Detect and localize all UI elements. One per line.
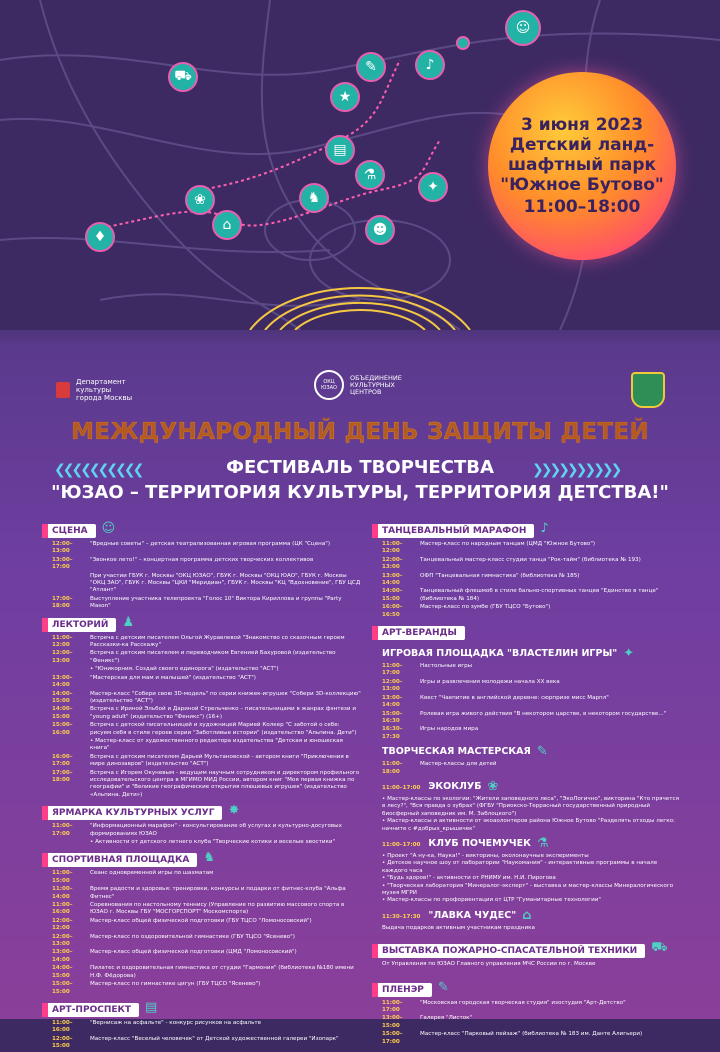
- map-marker-palette[interactable]: ✎: [356, 52, 386, 82]
- subsection-eco: 11:00–17:00 ЭКОКЛУБ ❀: [382, 778, 499, 794]
- schedule-row: [382, 663, 682, 678]
- schedule-row: [52, 635, 362, 650]
- section-plein: ПЛЕНЭР: [378, 983, 432, 997]
- row-text: Мастер-класс по зумбе (ГБУ ТЦСО "Бутово"): [420, 604, 551, 611]
- row-time: 11:00–15:00: [52, 870, 73, 884]
- event-place-line-1: Детский ланд-: [509, 135, 655, 155]
- map-marker-game[interactable]: ✦: [418, 172, 448, 202]
- flask-icon: ⚗: [536, 835, 549, 851]
- gift-icon: ⌂: [522, 907, 532, 923]
- row-text: Мастер-класс общей физической подготовки (ГБУ ТЦСО "Ломоносовский"): [90, 917, 312, 924]
- section-scene: СЦЕНА: [48, 524, 96, 538]
- dept-line-1: Департамент: [76, 378, 126, 386]
- schedule-row: [52, 870, 362, 885]
- row-time: 14:00–15:00: [382, 588, 403, 602]
- schedule-row: [382, 761, 682, 776]
- row-text: Галерея "Листок": [420, 1015, 473, 1022]
- row-text: Мастер-класс "Парковый пейзаж" (библиотека № 183 им. Данте Алигьери): [420, 1031, 643, 1038]
- row-time: 12:00–13:00: [52, 650, 73, 664]
- schedule-row: [52, 738, 362, 753]
- schedule-row: [52, 557, 362, 572]
- row-text: Встреча с детским писателем Дарьей Мультановской - автором книги "Приключения в мире динозавров" (издательство "АСТ"): [90, 753, 349, 768]
- right-column: [382, 518, 682, 1047]
- schedule-row: [52, 770, 362, 800]
- row-time: [52, 666, 90, 673]
- section-fire: ВЫСТАВКА ПОЖАРНО-СПАСАТЕЛЬНОЙ ТЕХНИКИ: [378, 944, 645, 958]
- row-time: 13:00–14:00: [382, 694, 403, 709]
- schedule-row: [52, 886, 362, 901]
- row-time: [52, 573, 90, 595]
- easel-icon: ▤: [145, 999, 158, 1015]
- event-date: 3 июня 2023: [520, 115, 644, 135]
- row-time: 16:00–16:50: [382, 604, 403, 618]
- row-text: Игры и развлечения молодежи начала ХХ века: [420, 678, 560, 685]
- schedule-row: [52, 722, 362, 737]
- schedule-row: [52, 965, 362, 980]
- row-text: "Звонкое лето!" – концертная программа детских творческих коллективов: [90, 556, 314, 563]
- row-text: Пилатес и оздоровительная гимнастика от студии "Гармония" (библиотека №180 имени Н.Ф. Фёдорова): [90, 965, 354, 979]
- event-place-line-3: "Южное Бутово": [500, 175, 664, 195]
- section-sport: СПОРТИВНАЯ ПЛОЩАДКА: [48, 853, 197, 867]
- schedule-row: [52, 650, 362, 665]
- okc-line-1: ОБЪЕДИНЕНИЕ: [350, 373, 402, 382]
- schedule-row: [382, 588, 682, 603]
- lecturer-icon: ♟: [122, 614, 135, 630]
- row-time: 13:00–17:00: [52, 556, 73, 571]
- map-marker-leaf[interactable]: ❀: [185, 185, 215, 215]
- row-text: Ролевая игра живого действия "В некотором царстве, в некотором государстве...": [420, 710, 667, 717]
- row-text: Встреча с детской писательницей и художницей Марией Колкер "С заботой о себе: рисуем себя в стиле героев серии "Заботливые истории" (издательство "Альпина. Дети"): [90, 722, 357, 736]
- row-time: 12:00–13:00: [52, 933, 73, 948]
- row-text: Сеанс одновременной игры по шахматам: [90, 870, 214, 877]
- schedule-row: [382, 726, 682, 741]
- schedule-row: [52, 541, 362, 556]
- map-marker-theater[interactable]: ☻: [365, 215, 395, 245]
- row-text: Игры народов мира: [420, 726, 479, 733]
- schedule-row: [382, 695, 682, 710]
- schedule-row: [52, 902, 362, 917]
- schedule-row: [52, 1020, 362, 1035]
- map-marker-chess[interactable]: ♞: [299, 183, 329, 213]
- okc-logo: [314, 370, 402, 400]
- row-text: При участии ГБУК г. Москвы "ОКЦ ЮЗАО", ГБУК г. Москвы "ОКЦ ЮАО", ГБУК г. Москвы "ОКЦ ЗАО", ГБУК г. Москвы "ЦКИ "Меридиан", ГБУК г. Москвы "КЦ "Вдохновение", ГБУ ЦСД "Атлант": [90, 572, 361, 594]
- row-time: 14:00–15:00: [52, 965, 73, 979]
- schedule-row: [382, 557, 682, 572]
- dept-line-2: культуры: [76, 386, 112, 394]
- fire-text: От Управления по ЮЗАО Главного управления МЧС России по г. Москве: [382, 961, 596, 968]
- row-text: • Мастер-класс от художественного редактора издательства "Детская и юношеская книга": [90, 737, 343, 752]
- row-text: "Вредные советы" – детская театрализованная игровая программа (ЦК "Сцена"): [90, 541, 331, 547]
- schedule-row: [382, 541, 682, 556]
- row-time: 13:00–14:00: [52, 674, 73, 689]
- row-time: 15:00–16:30: [382, 710, 403, 724]
- row-text: Мастер-класс общей физической подготовки (ЦМД "Ломоносовский"): [90, 949, 297, 956]
- subsection-workshop: ТВОРЧЕСКАЯ МАСТЕРСКАЯ ✎: [382, 744, 548, 760]
- row-time: 12:00–13:00: [382, 556, 403, 571]
- map-marker-book[interactable]: [456, 36, 470, 50]
- schedule-row: [52, 918, 362, 933]
- artist-palette-icon: ✎: [437, 979, 449, 995]
- okc-line-2: КУЛЬТУРНЫХ: [350, 380, 395, 389]
- bullet-item: • Мастер-классы и активности от экоаолонтеров района Южное Бутово "Разделять отходы легко: начните с #добрых_крышечек": [382, 818, 675, 832]
- row-time: 16:30–17:30: [382, 726, 403, 740]
- game-icon: ✦: [623, 646, 635, 662]
- row-time: 15:00–15:00: [52, 981, 73, 995]
- miracles-text: Выдача подарков активным участникам праздника: [382, 924, 535, 931]
- schedule-row: [52, 949, 362, 964]
- event-place-line-2: шафтный парк: [507, 155, 657, 175]
- map-marker-masks[interactable]: ☺: [505, 10, 541, 46]
- palette-icon: ✎: [536, 744, 548, 760]
- row-time: 12:00–13:00: [382, 678, 403, 693]
- row-time: 11:00–16:00: [52, 902, 73, 916]
- map-marker-gift[interactable]: ⌂: [212, 210, 242, 240]
- schedule-row: [382, 573, 682, 588]
- row-text: ОФП "Танцевальная гимнастика" (библиотека № 185): [420, 572, 580, 579]
- subsection-miracles: 11:30–17:30 "ЛАВКА ЧУДЕС" ⌂: [382, 907, 532, 923]
- event-time: 11:00–18:00: [523, 197, 641, 217]
- leaf-icon: ❀: [487, 778, 499, 794]
- bullet-item: • Проект "А ну-ка, Наука!" - викторины, околонаучные эксперименты: [382, 852, 589, 859]
- schedule-row: [52, 839, 362, 846]
- row-text: "Информационный марафон" - консультирование об услугах и культурно-досуговых формированиях ЮЗАО: [90, 823, 342, 837]
- schedule-row: [52, 823, 362, 838]
- okc-ring-icon: ОКЦ ЮЗАО: [314, 370, 344, 400]
- dancer-icon: ♪: [540, 521, 549, 536]
- row-time: 15:00–17:00: [382, 1031, 403, 1045]
- schedule-row: [52, 675, 362, 690]
- row-text: Выступление участника телепроекта "Голос 10" Виктора Кириллова и группы "Party Mason": [90, 595, 342, 610]
- festival-title: ФЕСТИВАЛЬ ТВОРЧЕСТВА: [226, 457, 494, 478]
- schedule-row: [382, 1015, 682, 1030]
- row-text: Мастер-класс "Веселый человечек" от Детской художественной галереи "Изопарк": [90, 1035, 339, 1042]
- row-text: • Активности от детского летнего клуба "Творческие котики и веселые хвостики": [90, 839, 336, 845]
- schedule-row: [52, 691, 362, 706]
- row-text: Соревнования по настольному теннису (Управление по развитию массового спорта в ЮЗАО г. Москвы ГБУ "МОСГОРСПОРТ" Москомспорта): [90, 902, 345, 916]
- section-fair: ЯРМАРКА КУЛЬТУРНЫХ УСЛУГ: [48, 806, 222, 820]
- schedule-row: [52, 981, 362, 996]
- row-time: 13:00–15:00: [382, 1015, 403, 1029]
- left-column: [52, 518, 362, 1052]
- row-text: Танцевальный мастер-класс студии танца "Рок-тайм" (библиотека № 193): [420, 556, 641, 563]
- row-time: 13:00–14:00: [382, 572, 403, 587]
- fair-icon: ✸: [228, 803, 240, 819]
- row-time: 16:00–17:00: [52, 753, 73, 768]
- theater-masks-icon: ☺: [101, 521, 116, 536]
- chess-icon: ♞: [203, 850, 216, 866]
- schedule-row: [52, 1036, 362, 1051]
- row-text: Мастер-классы для детей: [420, 761, 497, 768]
- district-coat-of-arms-icon: [631, 372, 665, 408]
- row-time: 17:00–18:00: [52, 769, 73, 783]
- row-time: 13:00–14:00: [52, 949, 73, 963]
- row-text: Встреча с детским писателем и переводчиком Евгенией Бахуровой (издательство "Феникс"): [90, 650, 336, 664]
- map-marker-science[interactable]: ⚗: [355, 160, 385, 190]
- row-time: 12:00–12:00: [52, 917, 73, 932]
- row-text: Танцевальный флешмоб в стиле бально-спортивных танцев "Единство в танце" (библиотека № 184): [420, 588, 659, 602]
- bullet-item: • "Творческая лаборатория "Минералог-эксперт" - выставка и мастер-классы Минералогического музея МГРИ: [382, 882, 674, 896]
- dept-line-3: города Москвы: [76, 394, 133, 402]
- row-text: Мастер-класс по оздоровительной гимнастике (ГБУ ТЦСО "Ясенево"): [90, 933, 295, 940]
- schedule-row: [382, 679, 682, 694]
- row-time: 12:00–15:00: [52, 1035, 73, 1050]
- chevrons-left-icon: ❮❮❮❮❮❮❮❮❮❮: [54, 462, 142, 478]
- row-time: 11:00–17:00: [382, 663, 403, 677]
- row-text: "Вернисаж на асфальте" - конкурс рисунков на асфальте: [90, 1019, 262, 1026]
- row-time: [52, 839, 90, 846]
- moscow-crest-icon: [56, 382, 70, 398]
- row-time: 11:00–14:00: [52, 886, 73, 900]
- row-time: 11:00–16:00: [52, 1019, 73, 1034]
- row-text: "Мастерская для мам и малышей" (издательство "АСТ"): [90, 674, 256, 681]
- map-marker-sport[interactable]: ♦: [85, 222, 115, 252]
- okc-line-3: ЦЕНТРОВ: [350, 387, 382, 396]
- subsection-game: ИГРОВАЯ ПЛОЩАДКА "ВЛАСТЕЛИН ИГРЫ" ✦: [382, 646, 635, 662]
- bullet-item: • "Будь здоров!" - активности от РНИМУ им. Н.И. Пирогова: [382, 875, 556, 882]
- subsection-why: 11:00–17:00 КЛУБ ПОЧЕМУЧЕК ⚗: [382, 835, 549, 851]
- row-time: 14:00–15:00: [52, 690, 73, 704]
- schedule-row: [52, 934, 362, 949]
- row-text: Мастер-класс "Собери свою 3D-модель" по серии книжек-игрушек "Собери 3D-коллекцию" (издательство "АСТ"): [90, 690, 361, 704]
- row-time: 15:00–16:00: [52, 722, 73, 736]
- schedule-row: [52, 596, 362, 611]
- row-text: Встреча с Ириной Эльбой и Дариной Стрельченко – писательницами в жанрах фэнтези и "young adult" (издательство "Феникс") (16+): [90, 706, 356, 720]
- row-text: Время радости и здоровья: тренировки, конкурсы и подарки от фитнес-клуба "Альфа Фитнес": [90, 886, 346, 900]
- section-artverandas: АРТ-ВЕРАНДЫ: [378, 626, 465, 640]
- row-time: 14:00–15:00: [52, 706, 73, 720]
- chevrons-right-icon: ❯❯❯❯❯❯❯❯❯❯: [532, 462, 620, 478]
- dept-culture-logo: [56, 378, 132, 402]
- festival-slogan: "ЮЗАО – ТЕРРИТОРИЯ КУЛЬТУРЫ, ТЕРРИТОРИЯ ДЕТСТВА!": [51, 482, 669, 503]
- schedule-row: [382, 1000, 682, 1015]
- map-marker-awards[interactable]: ★: [330, 82, 360, 112]
- row-time: 11:00–12:00: [382, 541, 403, 555]
- row-text: Квест "Чаепитие в английской деревне: сюрпризе мисс Марпл": [420, 694, 609, 701]
- row-text: • "Юникорния. Создай своего единорога" (издательство "АСТ"): [90, 666, 279, 673]
- row-text: Встреча с детским писателем Ольгой Журавлевой "Знакомство со сказочным героем Рассказки-ка Расскажу": [90, 634, 345, 649]
- schedule-row: [52, 706, 362, 721]
- schedule-row: [52, 573, 362, 595]
- map-marker-truck[interactable]: ⛟: [168, 62, 198, 92]
- schedule-row: [382, 604, 682, 619]
- row-text: Мастер-класс по народным танцам (ЦМД "Южное Бутово"): [420, 541, 596, 547]
- fire-truck-icon: ⛟: [651, 940, 668, 956]
- schedule-row: [382, 711, 682, 726]
- main-title: МЕЖДУНАРОДНЫЙ ДЕНЬ ЗАЩИТЫ ДЕТЕЙ: [71, 419, 649, 445]
- row-time: 11:00–17:00: [52, 823, 73, 837]
- bullet-item: • Детское научное шоу от лаборатории "Наукомания" - интерактивные программы в начале каждого часа: [382, 860, 658, 874]
- row-text: "Московская городская творческая студия" изостудия "Арт-Детство": [420, 999, 626, 1006]
- section-dance: ТАНЦЕВАЛЬНЫЙ МАРАФОН: [378, 524, 534, 538]
- row-text: Настольные игры: [420, 663, 473, 670]
- section-artprospect: АРТ-ПРОСПЕКТ: [48, 1003, 139, 1017]
- bullet-item: • Мастер-классы по экологии: "Жители заповедного леса", "ЭкоЛогично", викторина "Кто прячется в лесу?", "Вся правда о зубрах" (ФГБУ "Приокско-Террасный государственный природный биосферный заповедник им. М. Заблоцкого"): [382, 795, 679, 817]
- row-time: 11:00–18:00: [382, 761, 403, 775]
- row-time: [52, 738, 90, 753]
- bullet-item: • Мастер-классы по профориентации от ЦТР "Гуманитарные технологии": [382, 897, 601, 904]
- map-marker-dance[interactable]: ♪: [415, 50, 445, 80]
- schedule-row: [382, 1031, 682, 1046]
- row-time: 17:00–18:00: [52, 595, 73, 610]
- row-time: 11:00–17:00: [382, 999, 403, 1014]
- row-time: 12:00–13:00: [52, 541, 73, 555]
- section-lecture: ЛЕКТОРИЙ: [48, 618, 116, 632]
- row-text: Мастер-класс по гимнастике цигун (ГБУ ТЦСО "Ясенево"): [90, 981, 261, 988]
- schedule-row: [52, 754, 362, 769]
- row-text: Встреча с Игорем Окуневым - ведущим научным сотрудником и директором профильного исследовательского центра в МГИМО МИД России, автором книг "Моя первая книжка по географии" и "Великие географические открытия плюшевых игрушек" (издательство «Альпина. Дети»): [90, 769, 360, 798]
- map-marker-easel[interactable]: ▤: [325, 135, 355, 165]
- schedule-row: [52, 666, 362, 673]
- event-badge: [488, 72, 676, 260]
- row-time: 11:00–12:00: [52, 634, 73, 649]
